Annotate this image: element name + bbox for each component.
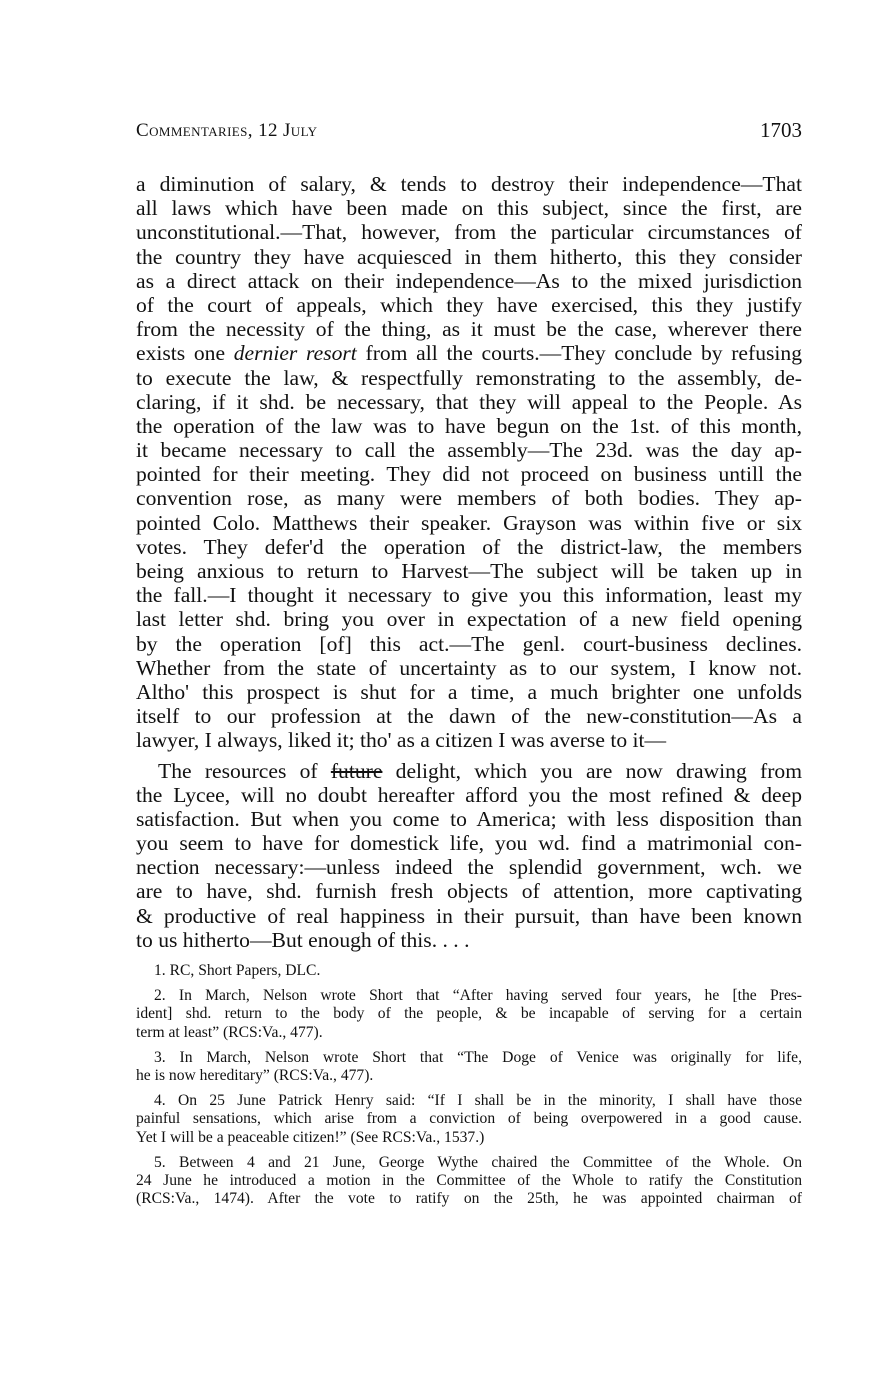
text-line: pointed for their meeting. They did not proceed on business untill the — [136, 462, 802, 487]
text-line: itself to our profession at the dawn of the new-constitution—As a — [136, 704, 802, 729]
text-line: to us hitherto—But enough of this. . . . — [136, 927, 470, 952]
text-line: from the necessity of the thing, as it must be the case, wherever there — [136, 317, 802, 342]
page-number: 1703 — [760, 118, 802, 142]
text-line: pointed Colo. Matthews their speaker. Grayson was within five or six — [136, 510, 802, 535]
footnote-line: term at least” (RCS:Va., 477). — [136, 1023, 323, 1041]
text-line: it became necessary to call the assembly—The 23d. was the day ap- — [136, 438, 802, 463]
running-title: Commentaries, 12 July — [136, 120, 318, 141]
text-line: the country they have acquiesced in them hitherto, this they consider — [136, 244, 802, 269]
struck-word: future — [330, 758, 383, 783]
text-line: the operation of the law was to have begun on the 1st. of this month, — [136, 413, 802, 438]
text-run: exists one — [136, 341, 234, 366]
text-line: you seem to have for domestick life, you wd. find a matrimonial con- — [136, 831, 802, 856]
text-line: lawyer, I always, liked it; tho' as a citizen I was averse to it— — [136, 728, 667, 753]
footnote-line: he is now hereditary” (RCS:Va., 477). — [136, 1066, 374, 1084]
footnote-line: 4. On 25 June Patrick Henry said: “If I shall be in the minority, I shall have those — [154, 1092, 802, 1110]
document-page — [136, 0, 802, 1379]
footnotes — [136, 962, 802, 1208]
text-line: all laws which have been made on this subject, since the first, are — [136, 196, 802, 221]
text-line — [136, 341, 802, 365]
text-run: delight, which you are now drawing from — [382, 758, 802, 783]
text-run: from all the courts.—They conclude by refusing — [356, 341, 802, 366]
body-text — [136, 172, 802, 952]
footnote-line: ident] shd. return to the body of the people, & be incapable of serving for a certain — [136, 1005, 802, 1023]
text-line: convention rose, as many were members of both bodies. They ap- — [136, 486, 802, 511]
footnote-line: 5. Between 4 and 21 June, George Wythe chaired the Committee of the Whole. On — [154, 1153, 802, 1171]
text-line: & productive of real happiness in their pursuit, than have been known — [136, 903, 802, 928]
footnote-line: (RCS:Va., 1474). After the vote to ratify on the 25th, he was appointed chairman of — [136, 1190, 802, 1208]
text-line: votes. They defer'd the operation of the district-law, the members — [136, 534, 802, 559]
text-line: claring, if it shd. be necessary, that they will appeal to the People. As — [136, 389, 802, 414]
text-line: the fall.—I thought it necessary to give you this information, least my — [136, 583, 802, 608]
text-line: unconstitutional.—That, however, from the particular circumstances of — [136, 220, 802, 245]
text-run: The resources of — [158, 758, 331, 783]
text-line: by the operation [of] this act.—The genl. court-business declines. — [136, 631, 802, 656]
footnote-line: painful sensations, which arise from a conviction of being overpowered in a good cause. — [136, 1110, 802, 1128]
footnote-line: 3. In March, Nelson wrote Short that “The Doge of Venice was originally for life, — [154, 1048, 802, 1066]
text-line: nection necessary:—unless indeed the splendid government, wch. we — [136, 855, 802, 880]
running-head — [136, 120, 802, 148]
text-line: of the court of appeals, which they have exercised, this they justify — [136, 292, 802, 317]
footnote-line: 24 June he introduced a motion in the Committee of the Whole to ratify the Constitution — [136, 1171, 802, 1189]
text-line: satisfaction. But when you come to America; with less disposition than — [136, 806, 802, 831]
italic-phrase: dernier resort — [233, 341, 357, 366]
text-line: as a direct attack on their independence—As to the mixed jurisdiction — [136, 268, 802, 293]
text-line: to execute the law, & respectfully remonstrating to the assembly, de- — [136, 365, 802, 390]
footnote-line: 2. In March, Nelson wrote Short that “After having served four years, he [the Pres- — [154, 987, 802, 1005]
text-line: the Lycee, will no doubt hereafter afford you the most refined & deep — [136, 782, 802, 807]
text-line: are to have, shd. furnish fresh objects of attention, more captivating — [136, 879, 802, 904]
footnote-line: Yet I will be a peaceable citizen!” (See RCS:Va., 1537.) — [136, 1128, 485, 1146]
text-line: last letter shd. bring you over in expectation of a new field opening — [136, 607, 802, 632]
text-line — [136, 759, 802, 783]
footnote-line: 1. RC, Short Papers, DLC. — [154, 962, 321, 979]
text-line: a diminution of salary, & tends to destroy their independence—That — [136, 172, 802, 196]
text-line: Altho' this prospect is shut for a time, a much brighter one unfolds — [136, 679, 802, 704]
text-line: Whether from the state of uncertainty as to our system, I know not. — [136, 655, 802, 680]
text-line: being anxious to return to Harvest—The subject will be taken up in — [136, 559, 802, 583]
